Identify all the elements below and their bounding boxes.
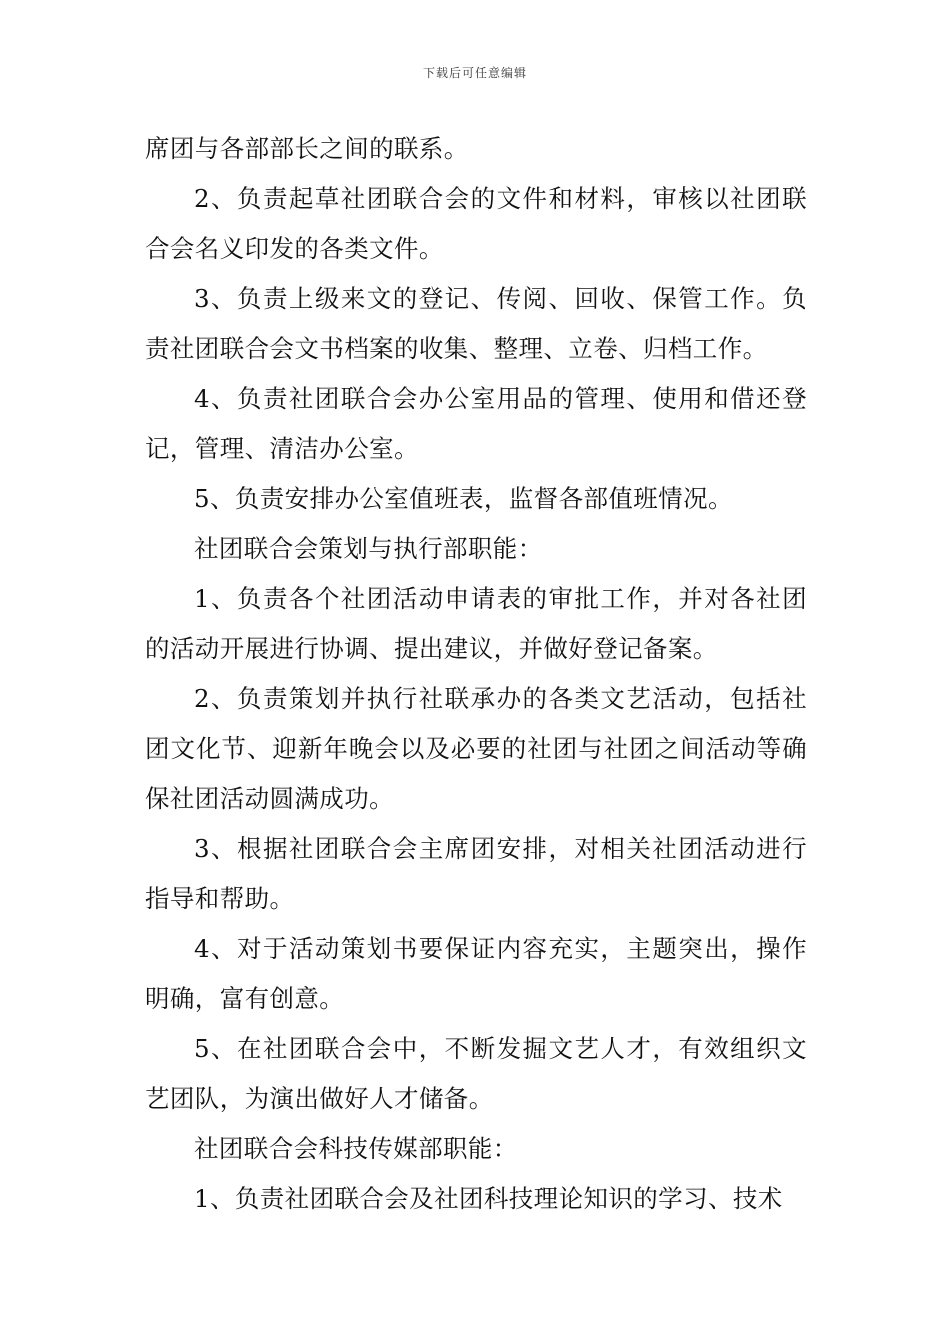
paragraph-continuation: 席团与各部部长之间的联系。	[145, 134, 469, 163]
paragraph-office-duty-4: 4、负责社团联合会办公室用品的管理、使用和借还登记，管理、清洁办公室。	[145, 384, 807, 463]
paragraph-planning-duty-1: 1、负责各个社团活动申请表的审批工作，并对各社团的活动开展进行协调、提出建议，并做好登记备案。	[145, 584, 807, 663]
section-heading-planning: 社团联合会策划与执行部职能：	[194, 534, 543, 563]
paragraph-tech-media-duty-1: 1、负责社团联合会及社团科技理论知识的学习、技术	[194, 1184, 783, 1213]
paragraph-planning-duty-3: 3、根据社团联合会主席团安排，对相关社团活动进行指导和帮助。	[145, 834, 807, 913]
document-body	[145, 124, 807, 1224]
paragraph-planning-duty-5: 5、在社团联合会中，不断发掘文艺人才，有效组织文艺团队，为演出做好人才储备。	[145, 1034, 807, 1113]
paragraph-planning-duty-4: 4、对于活动策划书要保证内容充实，主题突出，操作明确，富有创意。	[145, 934, 807, 1013]
page-header: 下载后可任意编辑	[422, 66, 527, 80]
paragraph-planning-duty-2: 2、负责策划并执行社联承办的各类文艺活动，包括社团文化节、迎新年晚会以及必要的社团与社团之间活动等确保社团活动圆满成功。	[145, 684, 807, 813]
paragraph-office-duty-5: 5、负责安排办公室值班表，监督各部值班情况。	[194, 484, 733, 513]
section-heading-tech-media: 社团联合会科技传媒部职能：	[194, 1134, 518, 1163]
paragraph-office-duty-3: 3、负责上级来文的登记、传阅、回收、保管工作。负责社团联合会文书档案的收集、整理、立卷、归档工作。	[145, 284, 807, 363]
paragraph-office-duty-2: 2、负责起草社团联合会的文件和材料，审核以社团联合会名义印发的各类文件。	[145, 184, 807, 263]
